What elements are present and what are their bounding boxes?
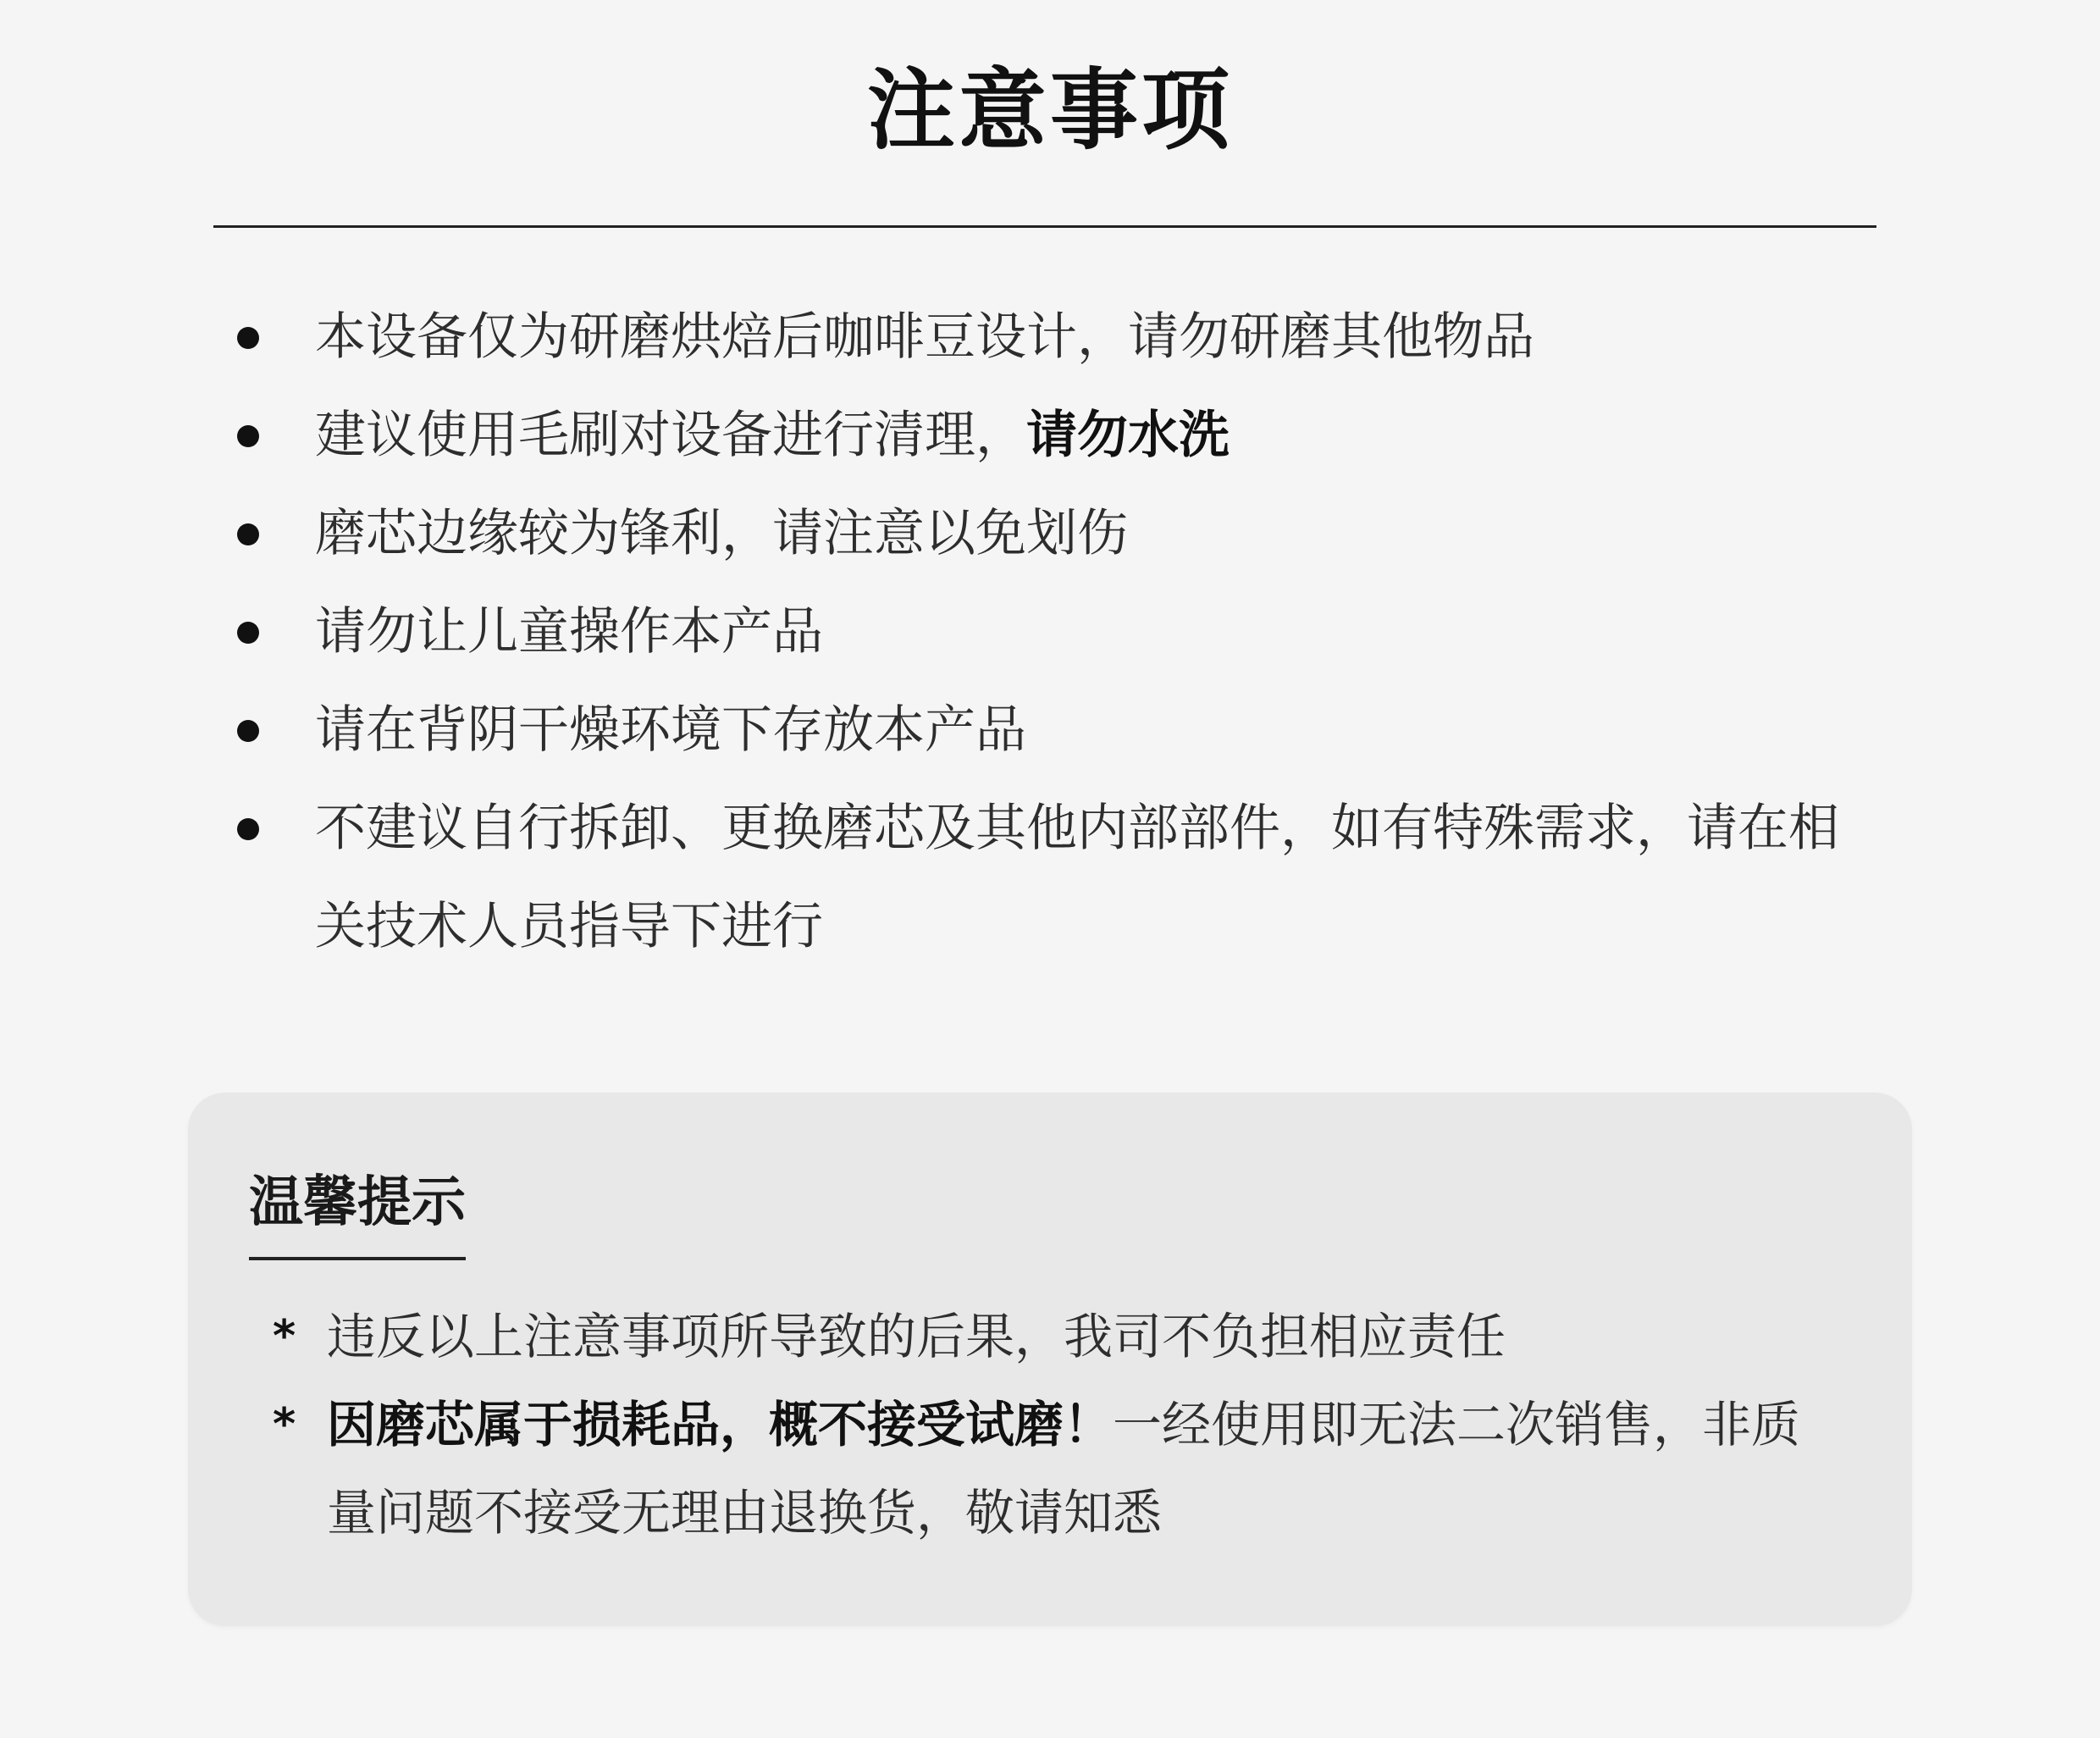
- notice-item: [0, 583, 2100, 681]
- tip-text: 一经使用即无法二次销售，非质量问题不接受无理由退换货，敬请知悉: [327, 1396, 1801, 1542]
- bullet-dot: [237, 720, 259, 742]
- notice-text: 建议使用毛刷对设备进行清理，: [315, 406, 1026, 465]
- bullet-dot: [237, 327, 259, 349]
- tips-list: [188, 1292, 1912, 1557]
- notice-item: [0, 779, 2100, 976]
- notice-text: 请在背阴干燥环境下存放本产品: [315, 700, 1026, 760]
- notice-item: [0, 484, 2100, 583]
- page-title: 注意事项: [866, 58, 1233, 162]
- tip-text: 违反以上注意事项所导致的后果，我司不负担相应责任: [327, 1308, 1506, 1365]
- notice-list: [0, 288, 2100, 976]
- bullet-dot: [237, 818, 259, 840]
- tips-panel: [188, 1093, 1912, 1626]
- tips-heading: 温馨提示: [249, 1160, 466, 1260]
- tip-item: [188, 1381, 1912, 1557]
- bullet-dot: [237, 523, 259, 545]
- tip-bold-text: 因磨芯属于损耗品，概不接受试磨！: [327, 1396, 1114, 1453]
- notice-text: 不建议自行拆卸、更换磨芯及其他内部部件，如有特殊需求，请在相关技术人员指导下进行: [315, 799, 1839, 956]
- notice-item: [0, 681, 2100, 779]
- tip-item: [188, 1292, 1912, 1381]
- notice-text: 请勿让儿童操作本产品: [315, 602, 823, 661]
- notice-text: 本设备仅为研磨烘焙后咖啡豆设计，请勿研磨其他物品: [315, 307, 1534, 367]
- notice-item: [0, 288, 2100, 386]
- notice-item: [0, 386, 2100, 484]
- bullet-dot: [237, 622, 259, 644]
- star-marker: *: [273, 1311, 296, 1362]
- notice-bold-text: 请勿水洗: [1026, 406, 1230, 465]
- notice-text: 磨芯边缘较为锋利，请注意以免划伤: [315, 504, 1128, 563]
- title-divider: [213, 225, 1876, 228]
- bullet-dot: [237, 425, 259, 447]
- star-marker: *: [273, 1399, 296, 1450]
